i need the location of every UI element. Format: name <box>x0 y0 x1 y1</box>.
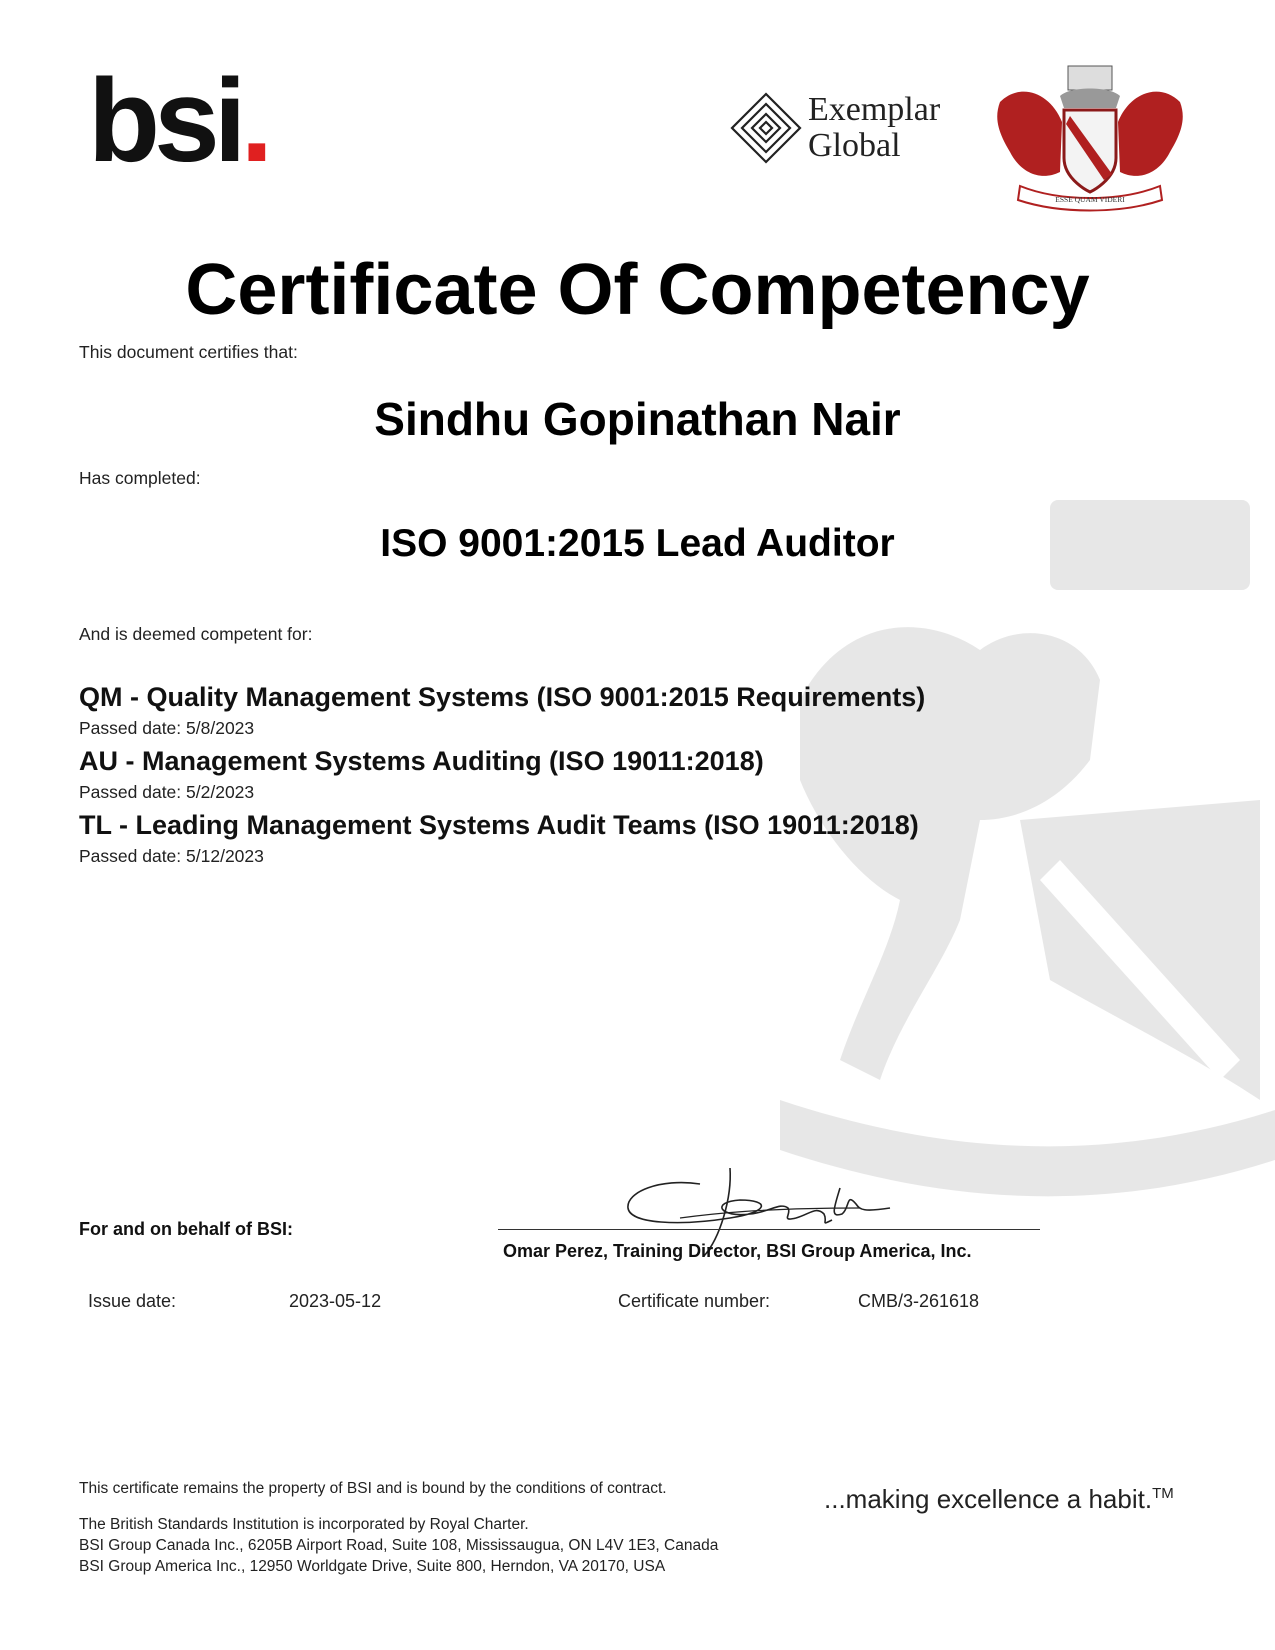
exemplar-diamond-icon <box>730 92 802 164</box>
signature-line <box>498 1229 1040 1230</box>
certificate-number-label: Certificate number: <box>618 1291 771 1311</box>
crest-motto: ESSE QUAM VIDERI <box>1055 195 1125 204</box>
signer-name: Omar Perez, Training Director, BSI Group America, Inc. <box>503 1241 972 1261</box>
competency-title: TL - Leading Management Systems Audit Teams (ISO 19011:2018) <box>79 810 919 840</box>
footer-line: BSI Group Canada Inc., 6205B Airport Road, Suite 108, Mississaugua, ON L4V 1E3, Canada <box>79 1537 719 1554</box>
competent-label: And is deemed competent for: <box>79 624 313 644</box>
competency-passed-date: Passed date: 5/2/2023 <box>79 782 255 802</box>
certificate-number-value: CMB/3-261618 <box>858 1291 980 1311</box>
footer-line: The British Standards Institution is incorporated by Royal Charter. <box>79 1516 529 1533</box>
competency-passed-date: Passed date: 5/12/2023 <box>79 846 264 866</box>
footer-line: BSI Group America Inc., 12950 Worldgate Drive, Suite 800, Herndon, VA 20170, USA <box>79 1558 666 1575</box>
page-title: Certificate Of Competency <box>185 250 1090 330</box>
course-title: ISO 9001:2015 Lead Auditor <box>380 522 895 565</box>
coat-of-arms <box>990 62 1190 217</box>
completed-label: Has completed: <box>79 468 201 488</box>
exemplar-line1: Exemplar <box>808 91 941 128</box>
tagline: ...making excellence a habit.™ <box>824 1484 1174 1514</box>
exemplar-global-logo <box>730 91 941 169</box>
competency-title: QM - Quality Management Systems (ISO 9001:2015 Requirements) <box>79 682 926 712</box>
crest-icon <box>990 62 1190 212</box>
certifies-label: This document certifies that: <box>79 342 298 362</box>
competency-title: AU - Management Systems Auditing (ISO 19011:2018) <box>79 746 764 776</box>
issue-date-label: Issue date: <box>88 1291 177 1311</box>
property-note: This certificate remains the property of BSI and is bound by the conditions of contract. <box>79 1480 667 1497</box>
trademark-mark: TM <box>1152 1485 1174 1502</box>
recipient-name: Sindhu Gopinathan Nair <box>374 393 901 445</box>
competency-passed-date: Passed date: 5/8/2023 <box>79 718 255 738</box>
watermark-crest <box>760 500 1275 1220</box>
exemplar-line2: Global <box>808 127 901 164</box>
issue-date-value: 2023-05-12 <box>289 1291 382 1311</box>
bsi-logo: bsi. <box>88 55 268 187</box>
behalf-label: For and on behalf of BSI: <box>79 1219 293 1239</box>
